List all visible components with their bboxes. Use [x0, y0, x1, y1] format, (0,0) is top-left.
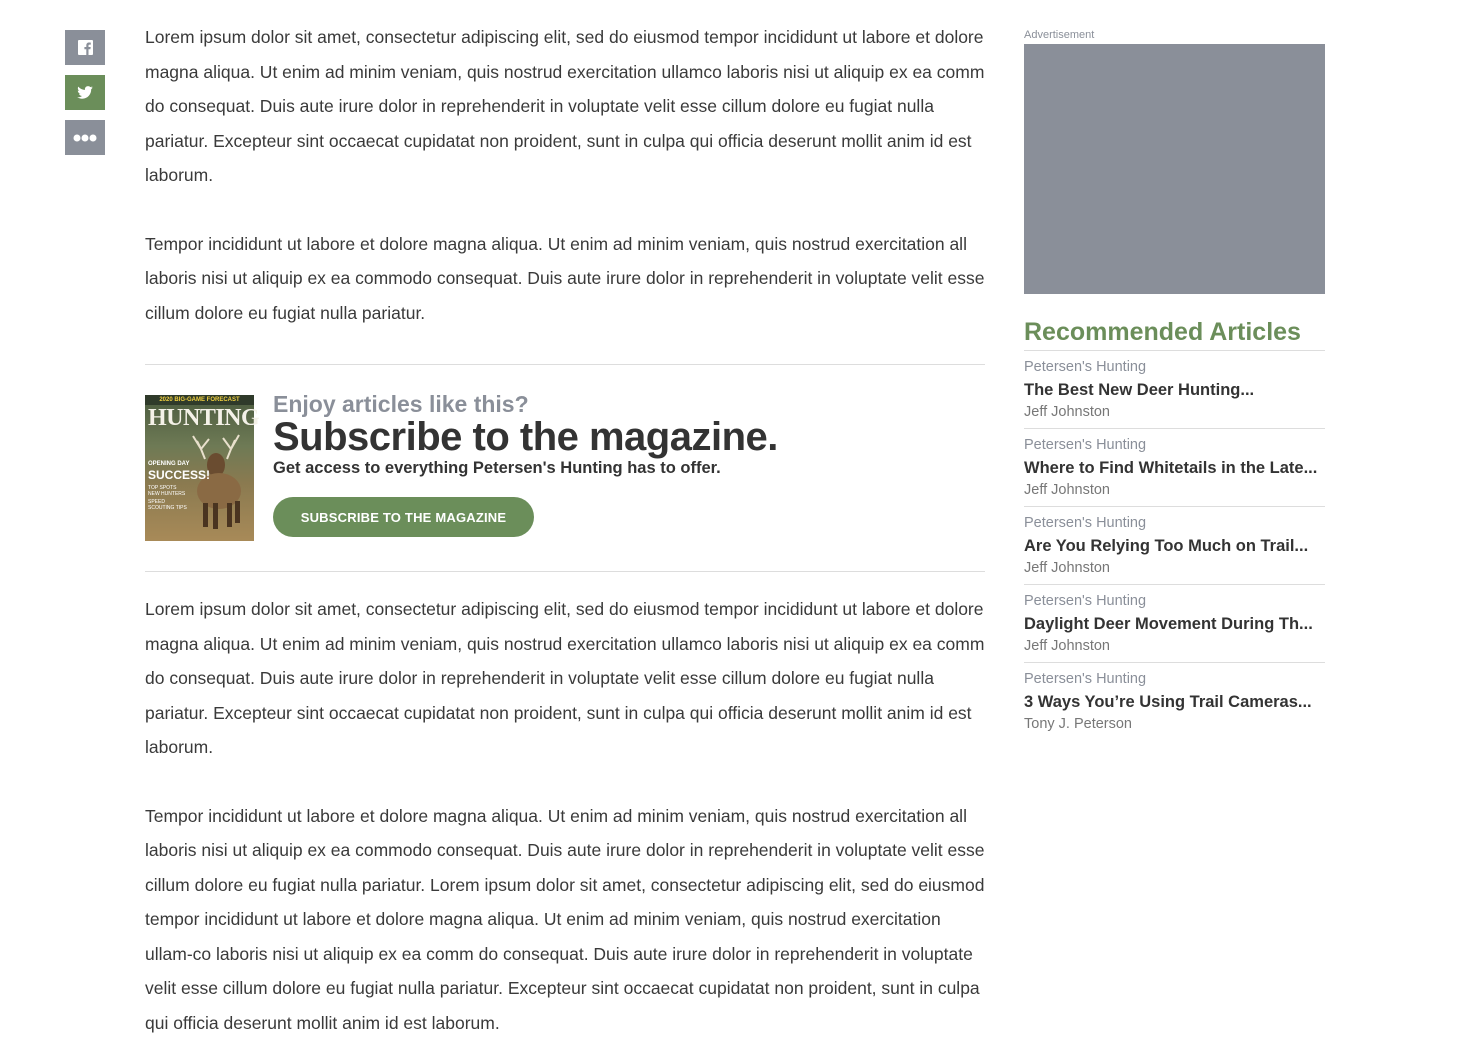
twitter-share-button[interactable] [65, 75, 105, 110]
article-paragraph: Tempor incididunt ut labore et dolore magna aliqua. Ut enim ad minim veniam, quis nostrud exercitation all laboris nisi ut aliquip ex ea commodo consequat. Duis aute irure dolor in reprehenderit in voluptate velit esse cillum dolore eu fugiat nulla pariatur. [145, 227, 985, 331]
ad-label: Advertisement [1024, 27, 1325, 43]
recommended-headline[interactable]: Daylight Deer Movement During Th... [1024, 612, 1325, 636]
more-dots-icon [73, 134, 97, 142]
promo-kicker: Enjoy articles like this? [273, 393, 778, 415]
cover-line-1: OPENING DAY [148, 461, 189, 467]
recommended-headline[interactable]: Are You Relying Too Much on Trail... [1024, 534, 1325, 558]
recommended-author: Jeff Johnston [1024, 558, 1325, 578]
recommended-headline[interactable]: The Best New Deer Hunting... [1024, 378, 1325, 402]
recommended-author: Tony J. Peterson [1024, 714, 1325, 734]
recommended-item[interactable] [1024, 351, 1325, 429]
recommended-source: Petersen's Hunting [1024, 590, 1325, 612]
recommended-source: Petersen's Hunting [1024, 668, 1325, 690]
article-paragraph: Tempor incididunt ut labore et dolore magna aliqua. Ut enim ad minim veniam, quis nostrud exercitation all laboris nisi ut aliquip ex ea commodo consequat. Duis aute irure dolor in reprehenderit in voluptate velit esse cillum dolore eu fugiat nulla pariatur. Lorem ipsum dolor sit amet, consectetur adipiscing elit, sed do eiusmod tempor incididunt ut labore et dolore magna aliqua. Ut enim ad minim veniam, quis nostrud exercitation ullam-co laboris nisi ut aliquip ex ea comm do consequat. Duis aute irure dolor in reprehenderit in voluptate velit esse cillum dolore eu fugiat nulla pariatur. Excepteur sint occaecat cupidatat non proident, sunt in culpa qui officia deserunt mollit anim id est laborum. [145, 799, 985, 1040]
recommended-author: Jeff Johnston [1024, 636, 1325, 656]
more-share-button[interactable] [65, 120, 105, 155]
recommended-item[interactable] [1024, 429, 1325, 507]
share-bar [65, 30, 105, 165]
cover-line-3: TOP SPOTS NEW HUNTERS [148, 485, 188, 497]
recommended-author: Jeff Johnston [1024, 480, 1325, 500]
recommended-title: Recommended Articles [1024, 316, 1325, 351]
subscribe-promo [145, 364, 985, 572]
recommended-source: Petersen's Hunting [1024, 434, 1325, 456]
promo-headline: Subscribe to the magazine. [273, 415, 778, 459]
article-paragraph: Lorem ipsum dolor sit amet, consectetur adipiscing elit, sed do eiusmod tempor incididunt ut labore et dolore magna aliqua. Ut enim ad minim veniam, quis nostrud exercitation ullamco laboris nisi ut aliquip ex ea comm do consequat. Duis aute irure dolor in reprehenderit in voluptate velit esse cillum dolore eu fugiat nulla pariatur. Excepteur sint occaecat cupidatat non proident, sunt in culpa qui officia deserunt mollit anim id est laborum. [145, 592, 985, 765]
recommended-item[interactable] [1024, 507, 1325, 585]
recommended-source: Petersen's Hunting [1024, 356, 1325, 378]
recommended-source: Petersen's Hunting [1024, 512, 1325, 534]
promo-subtext: Get access to everything Petersen's Hunting has to offer. [273, 457, 778, 479]
recommended-headline[interactable]: 3 Ways You’re Using Trail Cameras... [1024, 690, 1325, 714]
magazine-cover[interactable] [145, 395, 254, 541]
cover-title: HUNTING [148, 405, 259, 432]
subscribe-button[interactable]: SUBSCRIBE TO THE MAGAZINE [273, 497, 534, 537]
article-paragraph: Lorem ipsum dolor sit amet, consectetur adipiscing elit, sed do eiusmod tempor incididunt ut labore et dolore magna aliqua. Ut enim ad minim veniam, quis nostrud exercitation ullamco laboris nisi ut aliquip ex ea comm do consequat. Duis aute irure dolor in reprehenderit in voluptate velit esse cillum dolore eu fugiat nulla pariatur. Excepteur sint occaecat cupidatat non proident, sunt in culpa qui officia deserunt mollit anim id est laborum. [145, 20, 985, 193]
sidebar [1024, 27, 1325, 741]
promo-body [273, 395, 778, 541]
twitter-icon [77, 86, 93, 99]
ad-slot[interactable] [1024, 44, 1325, 294]
facebook-share-button[interactable] [65, 30, 105, 65]
cover-line-2: SUCCESS! [148, 468, 210, 482]
cover-line-4: SPEED SCOUTING TIPS [148, 499, 188, 511]
facebook-icon [78, 40, 93, 55]
recommended-author: Jeff Johnston [1024, 402, 1325, 422]
recommended-item[interactable] [1024, 585, 1325, 663]
cover-top-line: 2020 BIG-GAME FORECAST [145, 395, 254, 405]
recommended-item[interactable] [1024, 663, 1325, 741]
recommended-headline[interactable]: Where to Find Whitetails in the Late... [1024, 456, 1325, 480]
article-body [145, 20, 985, 1040]
